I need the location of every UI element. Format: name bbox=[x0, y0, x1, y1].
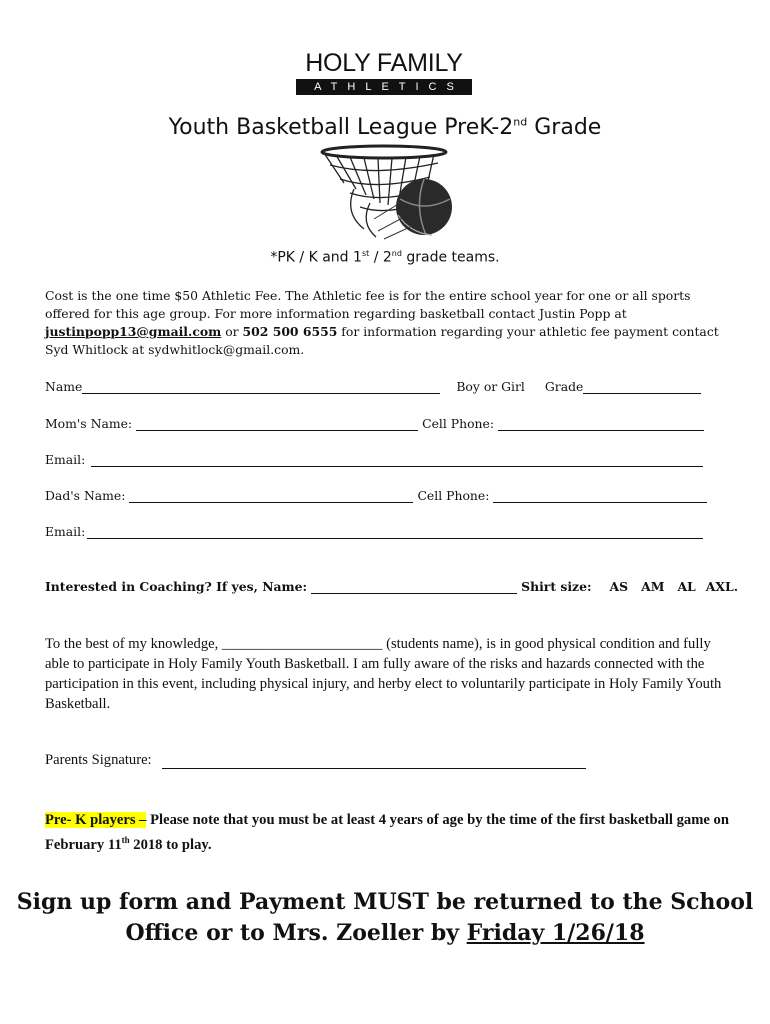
intro-or: or bbox=[221, 324, 243, 339]
logo-athletics-bar: ATHLETICS bbox=[296, 79, 472, 95]
email-label-1: Email: bbox=[45, 452, 86, 467]
mom-name-field[interactable] bbox=[136, 417, 418, 431]
teams-c: grade teams. bbox=[401, 249, 500, 266]
shirt-size-axl[interactable]: AXL. bbox=[705, 579, 739, 594]
coaching-label: Interested in Coaching? If yes, Name: bbox=[45, 579, 308, 594]
email-row-1 bbox=[45, 452, 703, 467]
signature-row bbox=[45, 752, 586, 769]
dad-cell-field[interactable] bbox=[493, 489, 707, 503]
dad-row bbox=[45, 488, 707, 503]
name-row bbox=[45, 379, 701, 394]
waiver-text-a: To the best of my knowledge, bbox=[45, 636, 222, 652]
grade-field[interactable] bbox=[583, 380, 701, 394]
intro-text-1: Cost is the one time $50 Athletic Fee. The Athletic fee is for the entire school year for one or all sports offered for this age group. For more information regarding basketball contact Justin Popp at bbox=[45, 288, 691, 321]
mom-cell-field[interactable] bbox=[498, 417, 704, 431]
basketball-hoop-illustration bbox=[314, 143, 464, 243]
intro-text-2: for information regarding your athletic fee payment contact Syd Whitlock at sydwhitlock@gmail.com. bbox=[45, 324, 719, 357]
holy-family-logo bbox=[296, 50, 472, 95]
signature-label: Parents Signature: bbox=[45, 752, 152, 768]
shirt-size-label: Shirt size: bbox=[521, 579, 592, 594]
prek-text-a: Please note that you must be at least 4 years of age by the time of the first basketball game on February 11 bbox=[45, 812, 729, 853]
deadline-date: Friday 1/26/18 bbox=[466, 920, 645, 946]
prek-text-b: 2018 to play. bbox=[129, 836, 212, 853]
name-field[interactable] bbox=[82, 380, 440, 394]
mom-cell-label: Cell Phone: bbox=[422, 416, 495, 431]
student-name-blank[interactable]: ______________________ bbox=[221, 636, 383, 652]
shirt-size-am[interactable]: AM bbox=[641, 579, 665, 594]
email-row-2 bbox=[45, 524, 703, 539]
logo-wordmark: HOLY FAMILY bbox=[305, 49, 463, 77]
title-sup: nd bbox=[513, 115, 528, 129]
name-label: Name bbox=[45, 379, 83, 394]
teams-b: / 2 bbox=[369, 249, 392, 266]
shirt-size-as[interactable]: AS bbox=[609, 579, 629, 594]
teams-a: *PK / K and 1 bbox=[270, 249, 362, 266]
intro-paragraph bbox=[45, 287, 735, 359]
prek-sup: th bbox=[121, 835, 130, 845]
dad-name-field[interactable] bbox=[129, 489, 413, 503]
waiver-text-b: (students name), is in good physical condition and fully able to participate in Holy Family Youth Basketball. I am fully aware of the risks and hazards connected with the participation in this event, including physical injury, and herby elect to voluntarily participate in Holy Family Youth Basketball. bbox=[45, 636, 722, 712]
coaching-row bbox=[45, 579, 738, 594]
title-main: Youth Basketball League PreK-2 bbox=[168, 115, 514, 140]
footer-line-2-wrap bbox=[0, 918, 770, 949]
mom-name-label: Mom's Name: bbox=[45, 416, 133, 431]
contact-phone: 502 500 6555 bbox=[242, 324, 338, 339]
footer-line-1: Sign up form and Payment MUST be returned to the School bbox=[16, 889, 754, 915]
mom-row bbox=[45, 416, 704, 431]
email-field-2[interactable] bbox=[87, 525, 703, 539]
signature-field[interactable] bbox=[162, 755, 586, 769]
boy-or-girl-label: Boy or Girl bbox=[456, 379, 525, 394]
page-title bbox=[0, 115, 770, 140]
title-end: Grade bbox=[527, 115, 602, 140]
footer-line-2: Office or to Mrs. Zoeller by bbox=[125, 920, 467, 946]
prek-highlight: Pre- K players – bbox=[45, 812, 147, 828]
teams-sup2: nd bbox=[391, 249, 402, 258]
email-field-1[interactable] bbox=[91, 453, 703, 467]
teams-sup1: st bbox=[361, 249, 370, 258]
waiver-paragraph bbox=[45, 634, 735, 714]
dad-cell-label: Cell Phone: bbox=[417, 488, 490, 503]
coach-name-field[interactable] bbox=[311, 580, 517, 594]
contact-email-link[interactable]: justinpopp13@gmail.com bbox=[45, 324, 222, 339]
dad-name-label: Dad's Name: bbox=[45, 488, 126, 503]
prek-note bbox=[45, 810, 735, 855]
teams-note bbox=[0, 249, 770, 266]
shirt-size-al[interactable]: AL bbox=[677, 579, 696, 594]
return-deadline-notice bbox=[0, 887, 770, 949]
email-label-2: Email: bbox=[45, 524, 86, 539]
grade-label: Grade bbox=[544, 379, 584, 394]
